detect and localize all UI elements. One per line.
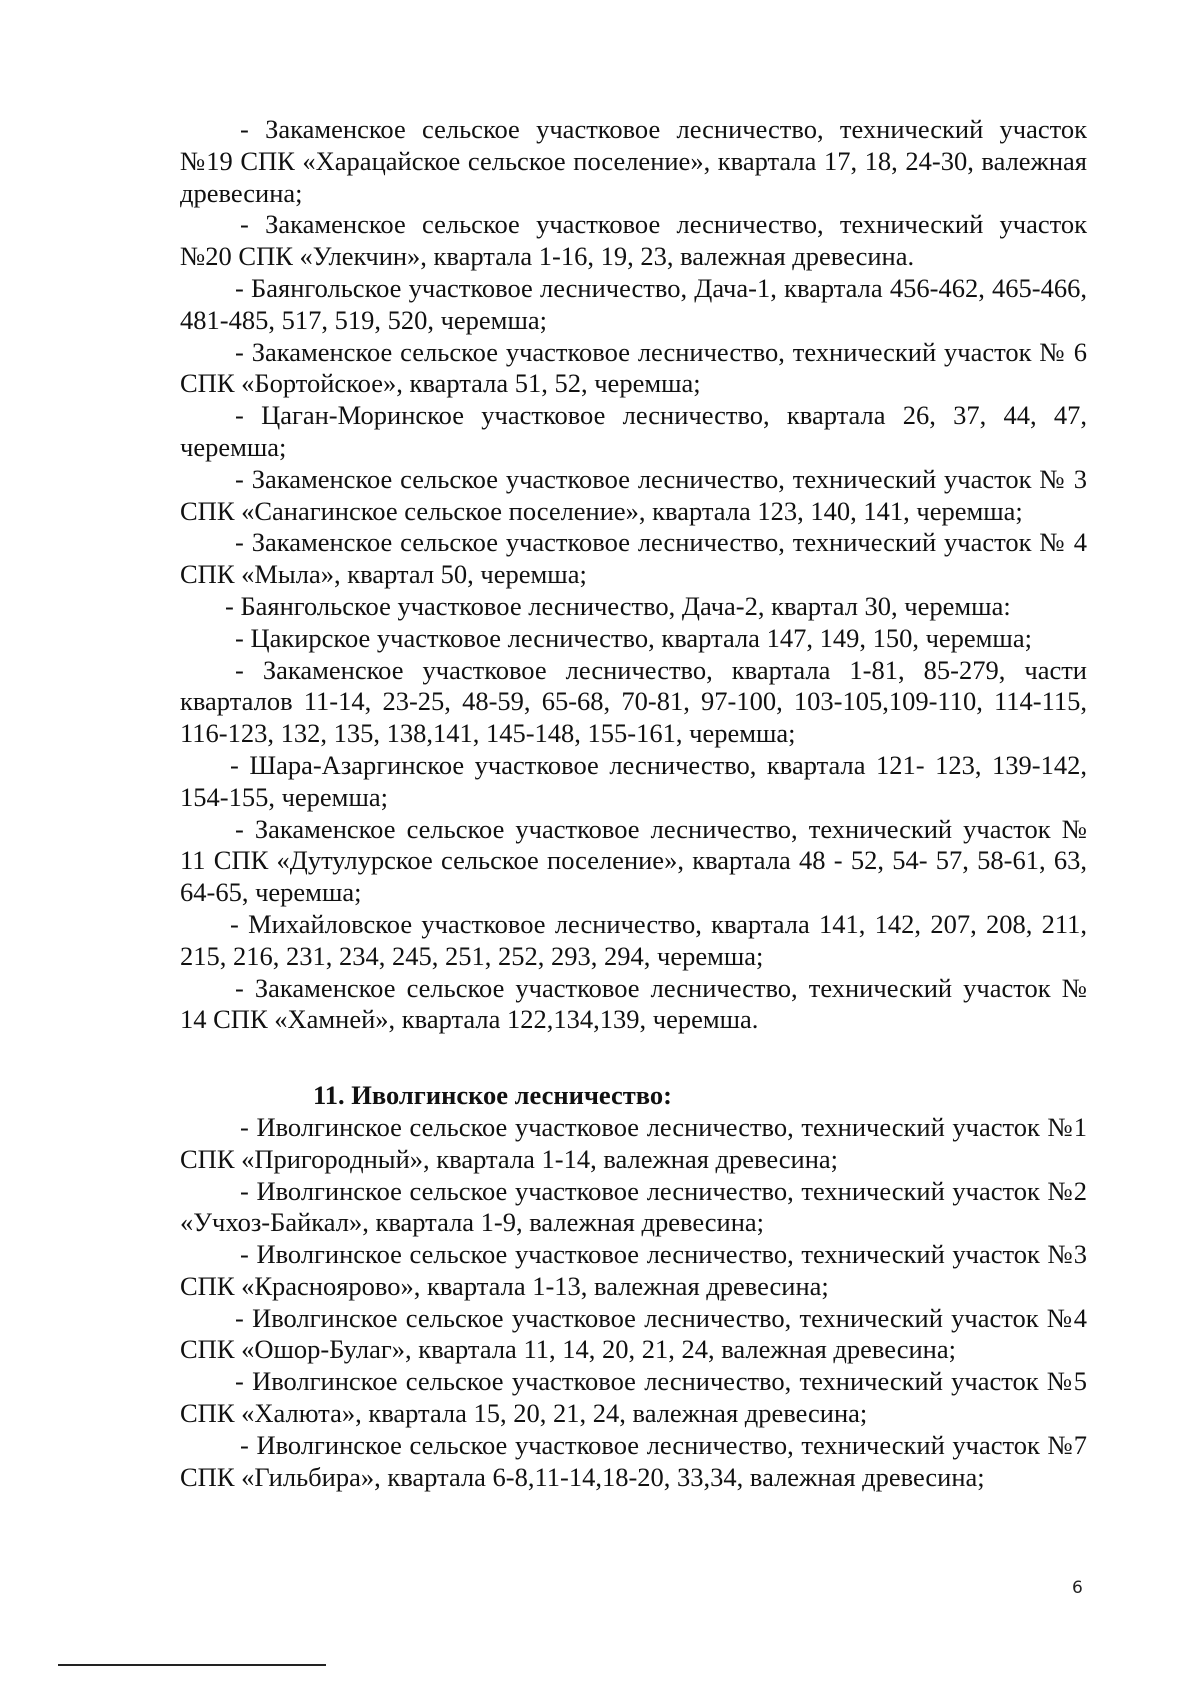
paragraph-mikhailovskoe: - Михайловское участковое лесничество, квартала 141, 142, 207, 208, 211, 215, 216, 231, 234, 245, 251, 252, 293, 294, черемша; — [180, 908, 1087, 971]
paragraph-zakamenskoe-19: - Закаменское сельское участковое лесничество, технический участок №19 СПК «Харацайское сельское поселение», квартала 17, 18, 24-30, валежная древесина; — [180, 114, 1087, 208]
paragraph-zakamenskoe-20: - Закаменское сельское участковое лесничество, технический участок №20 СПК «Улекчин», квартала 1-16, 19, 23, валежная древесина. — [180, 209, 1087, 272]
paragraph-ivolginskoe-1: - Иволгинское сельское участковое лесничество, технический участок №1 СПК «Пригородный», квартала 1-14, валежная древесина; — [180, 1111, 1087, 1174]
page-number: 6 — [1072, 1578, 1083, 1598]
footnote-divider — [58, 1664, 326, 1666]
document-body — [180, 114, 1087, 1493]
paragraph-ivolginskoe-4: - Иволгинское сельское участковое лесничество, технический участок №4 СПК «Ошор-Булаг», квартала 11, 14, 20, 21, 24, валежная древесина; — [180, 1302, 1087, 1365]
paragraph-zakamenskoe-kvartaly: - Закаменское участковое лесничество, квартала 1-81, 85-279, части кварталов 11-14, 23-25, 48-59, 65-68, 70-81, 97-100, 103-105,109-110, 114-115, 116-123, 132, 135, 138,141, 145-148, 155-161, черемша; — [180, 654, 1087, 749]
paragraph-ivolginskoe-7: - Иволгинское сельское участковое лесничество, технический участок №7 СПК «Гильбира», квартала 6-8,11-14,18-20, 33,34, валежная древесина; — [180, 1429, 1087, 1492]
paragraph-ivolginskoe-2: - Иволгинское сельское участковое лесничество, технический участок №2 «Учхоз-Байкал», квартала 1-9, валежная древесина; — [180, 1175, 1087, 1238]
paragraph-zakamenskoe-11: - Закаменское сельское участковое лесничество, технический участок № 11 СПК «Дутулурское сельское поселение», квартала 48 - 52, 54- 57, 58-61, 63, 64-65, черемша; — [180, 813, 1087, 908]
paragraph-zakamenskoe-4: - Закаменское сельское участковое лесничество, технический участок № 4 СПК «Мыла», квартал 50, черемша; — [180, 527, 1087, 590]
section-heading: 11. Иволгинское лесничество: — [313, 1080, 672, 1111]
paragraph-tsakirskoe: - Цакирское участковое лесничество, квартала 147, 149, 150, черемша; — [235, 622, 1032, 653]
paragraph-zakamenskoe-14: - Закаменское сельское участковое лесничество, технический участок № 14 СПК «Хамней», квартала 122,134,139, черемша. — [180, 972, 1087, 1035]
paragraph-bayangolskoe-dacha-2: - Баянгольское участковое лесничество, Дача-2, квартал 30, черемша: — [225, 590, 1011, 621]
paragraph-zakamenskoe-6: - Закаменское сельское участковое лесничество, технический участок № 6 СПК «Бортойское», квартала 51, 52, черемша; — [180, 336, 1087, 399]
paragraph-ivolginskoe-3: - Иволгинское сельское участковое лесничество, технический участок №3 СПК «Краснoярово», квартала 1-13, валежная древесина; — [180, 1239, 1087, 1301]
paragraph-ivolginskoe-5: - Иволгинское сельское участковое лесничество, технический участок №5 СПК «Халюта», квартала 15, 20, 21, 24, валежная древесина; — [180, 1366, 1087, 1429]
paragraph-bayangolskoe-dacha-1: - Баянгольское участковое лесничество, Дача-1, квартала 456-462, 465-466, 481-485, 517, 519, 520, черемша; — [180, 272, 1087, 335]
paragraph-zakamenskoe-3: - Закаменское сельское участковое лесничество, технический участок № 3 СПК «Санагинское сельское поселение», квартала 123, 140, 141, черемша; — [180, 463, 1087, 526]
paragraph-shara-azarginskoe: - Шара-Азаргинское участковое лесничество, квартала 121- 123, 139-142, 154-155, черемша; — [180, 749, 1087, 812]
paragraph-tsagan-morinskoe: - Цаган-Моринское участковое лесничество, квартала 26, 37, 44, 47, черемша; — [180, 400, 1087, 462]
